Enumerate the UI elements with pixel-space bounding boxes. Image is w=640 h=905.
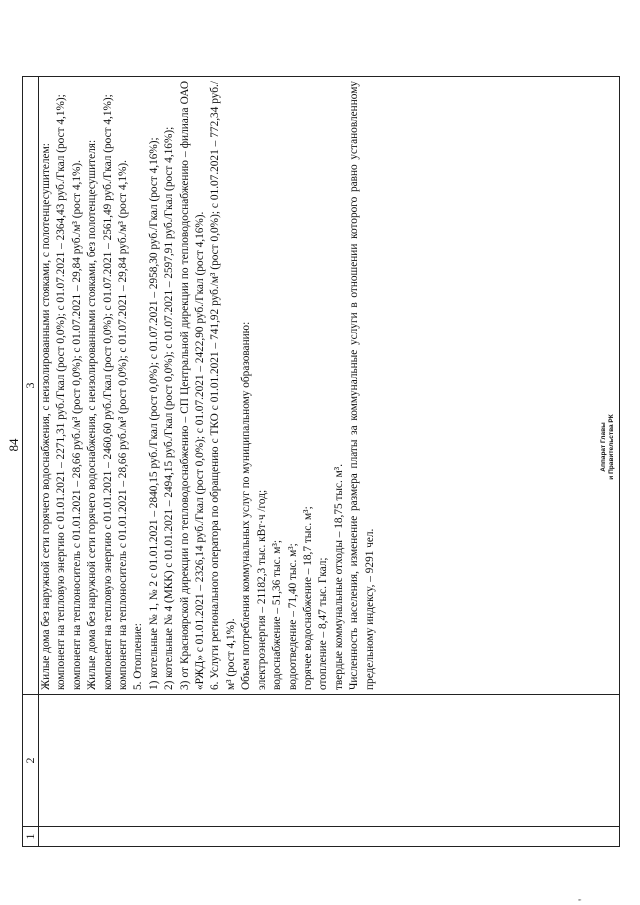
stamp-line-2: и Правительства РК [608,414,615,480]
paragraph-boiler-4: 2) котельные № 4 (МКК) с 01.01.2021 – 2494,15 руб./Гкал (рост 0,0%); с 01.07.2021 – 2597,91 руб./Гкал (рост 4,16%); [163,126,176,690]
table-header-row [23,77,39,847]
paragraph-carrier-component-a: компонент на теплоноситель с 01.01.2021 – 28,66 руб./м³ (рост 0,0%); с 01.07.2021 – 29,84 руб./м³ (рост 4,1%). [70,160,83,690]
stamp-line-1: Аппарат Главы [600,422,607,472]
column-header-2: 2 [23,695,39,827]
column-header-1: 1 [23,827,39,847]
paragraph-boilers-1-2: 1) котельные № 1, № 2 с 01.01.2021 – 2840,15 руб./Гкал (рост 0,0%); с 01.07.2021 – 2958,30 руб./Гкал (рост 4,16%); [147,137,160,690]
paragraph-population: Численность населения, изменение размера платы за коммунальные услуги в отношении которого равно установленному предельному индексу, – 9291 чел. [348,81,376,690]
cell-col-2 [39,695,620,827]
paragraph-heat-component-a: компонент на тепловую энергию с 01.01.2021 – 2271,31 руб./Гкал (рост 0,0%); с 01.07.2021 – 2364,43 руб./Гкал (рост 4,1%); [55,94,68,690]
cell-col-1 [39,827,620,847]
margin-mark: ' [575,898,589,901]
consumption-heating: отопление – 8,47 тыс. Гкал; [317,557,330,690]
consumption-heading: Объем потребления коммунальных услуг по муниципальному образованию: [240,321,253,690]
paragraph-tko-services: 6. Услуги регионального оператора по обращению с ТКО с 01.01.2021 – 741,92 руб./м³ (рост 0,0%); с 01.07.2021 – 772,34 руб./м³ (рост 4,1%). [209,81,237,690]
consumption-hot-water: горячее водоснабжение – 18,7 тыс. м³; [301,506,314,690]
consumption-electricity: электроэнергия – 21182,3 тыс. кВт·ч /год; [255,489,268,690]
consumption-wastewater: водоотведение – 71,40 тыс. м³; [286,543,299,690]
column-header-3: 3 [23,77,39,695]
cell-col-3 [39,77,620,695]
page-number: 84 [6,438,21,452]
consumption-solid-waste: твердые коммунальные отходы – 18,75 тыс. м³. [332,463,345,690]
paragraph-heat-component-b: компонент на тепловую энергию с 01.01.2021 – 2460,60 руб./Гкал (рост 0,0%); с 01.07.2021 – 2561,49 руб./Гкал (рост 4,1%); [101,94,114,690]
table-body-row [39,77,620,847]
paragraph-hw-no-network-without-towel-dryer: Жилые дома без наружной сети горячего водоснабжения, с неизолированными стояками, без полотенцесушителя: [86,139,99,690]
paragraph-rzd-heating: 3) от Красноярской дирекции по тепловодоснабжению – СП Центральной дирекции по тепловодоснабжению – филиала ОАО «РЖД» с 01.01.2021 – 2326,14 руб./Гкал (рост 0,0%); с 01.07.2021 – 2422,90 руб./Гкал (рост 4,16%). [178,81,207,690]
approval-stamp [600,397,616,497]
content-table [22,76,620,847]
consumption-water-supply: водоснабжение – 51,36 тыс. м³; [271,540,284,690]
paragraph-carrier-component-b: компонент на теплоноситель с 01.01.2021 – 28,66 руб./м³ (рост 0,0%); с 01.07.2021 – 29,84 руб./м³ (рост 4,1%). [117,160,130,690]
section-heading-heating: 5. Отопление: [132,623,145,690]
paragraph-hw-no-network-with-towel-dryer: Жилые дома без наружной сети горячего водоснабжения, с неизолированными стояками, с полотенцесушителем: [40,143,52,690]
